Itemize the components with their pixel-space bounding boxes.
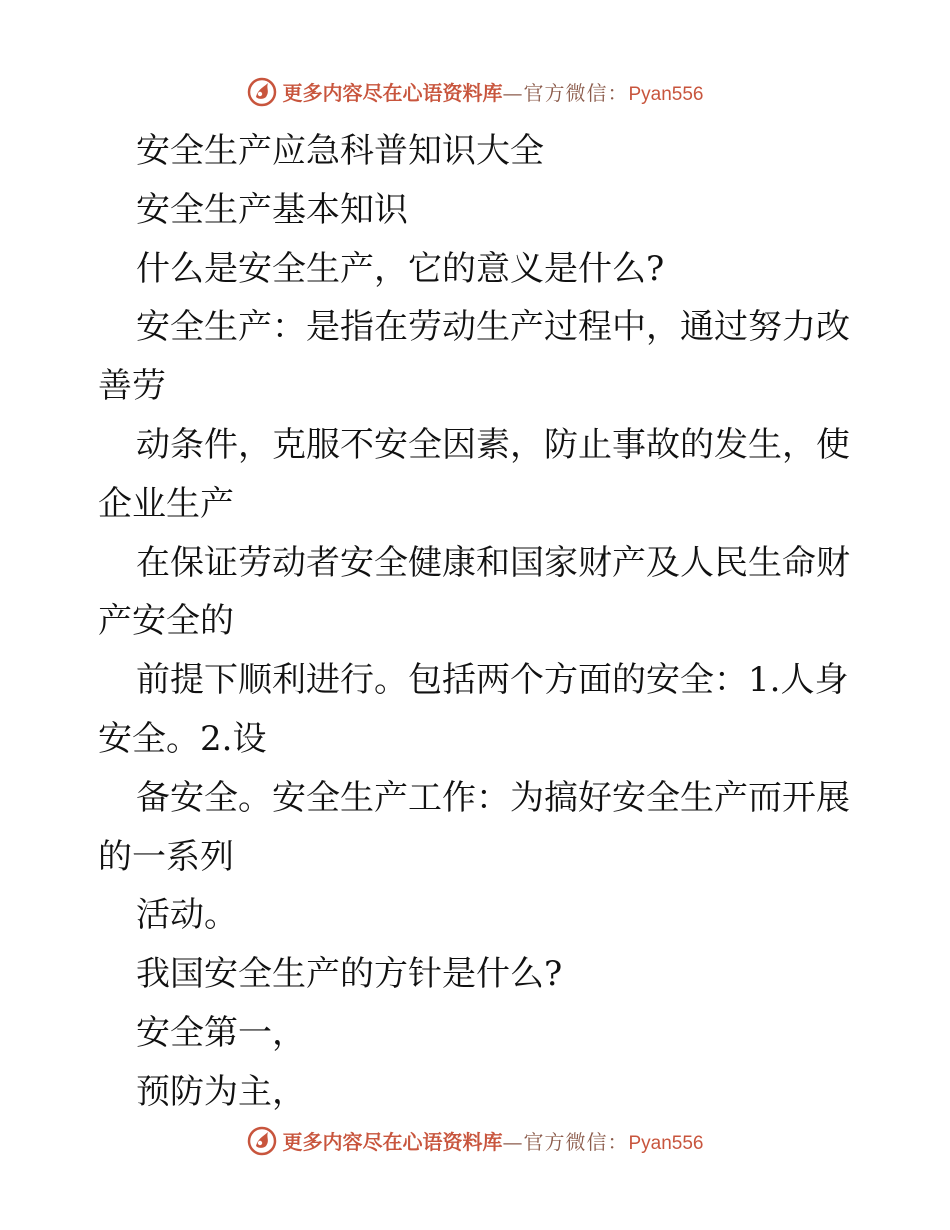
paragraph-line: 善劳	[98, 366, 166, 407]
paragraph-line: 产安全的	[98, 601, 234, 642]
paragraph-line: 预防为主，	[136, 1071, 306, 1112]
paragraph-line: 备安全。安全生产工作：为搞好安全生产而开展	[136, 777, 850, 818]
question-line: 什么是安全生产，它的意义是什么?	[136, 248, 665, 289]
banner-wechat-label: 官方微信：	[523, 1129, 629, 1154]
red-flame-logo-icon	[246, 1124, 278, 1156]
banner-main-text: 更多内容尽在心语资料库	[282, 80, 503, 105]
banner-dash: —	[502, 1129, 524, 1154]
paragraph-line: 的一系列	[98, 836, 234, 877]
paragraph-line: 企业生产	[98, 483, 234, 524]
footer-banner	[0, 1120, 950, 1160]
doc-title: 安全生产应急科普知识大全	[136, 131, 544, 171]
paragraph-line: 安全生产：是指在劳动生产过程中，通过努力改	[136, 307, 850, 348]
banner-wechat-id: Pyan556	[628, 1132, 704, 1154]
paragraph-line: 安全。2.设	[98, 718, 267, 759]
document-body	[98, 122, 850, 1122]
section-heading: 安全生产基本知识	[136, 189, 408, 230]
banner-main-text: 更多内容尽在心语资料库	[282, 1129, 503, 1154]
header-banner	[0, 71, 950, 111]
banner-wechat-id: Pyan556	[628, 83, 704, 105]
banner-wechat-label: 官方微信：	[523, 80, 629, 105]
paragraph-line: 在保证劳动者安全健康和国家财产及人民生命财	[136, 542, 850, 583]
banner-dash: —	[502, 80, 524, 105]
question-line: 我国安全生产的方针是什么?	[136, 954, 563, 995]
red-flame-logo-icon	[246, 75, 278, 107]
paragraph-line: 活动。	[136, 895, 238, 936]
paragraph-line: 前提下顺利进行。包括两个方面的安全：1.人身	[136, 660, 849, 701]
paragraph-line: 动条件，克服不安全因素，防止事故的发生，使	[136, 424, 850, 465]
paragraph-line: 安全第一，	[136, 1012, 306, 1053]
